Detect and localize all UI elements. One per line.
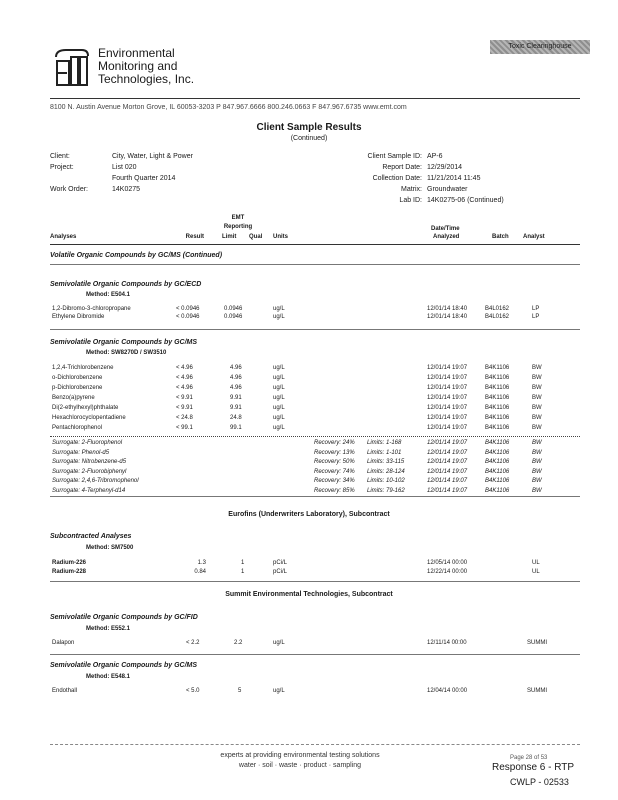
analyte-units: pCi/L [273,569,288,575]
analyte-batch: B4K1106 [485,405,510,411]
surrogate-limits: Limits: 10-102 [367,478,405,484]
analyte-analyzed: 12/05/14 00:00 [427,560,468,566]
analyte-batch: B4K1106 [485,375,510,381]
analyte-limit: 9.91 [230,405,242,411]
analyte-batch: B4K1106 [485,395,510,401]
analyte-result: < 4.96 [176,385,193,391]
analyte-limit: 1 [241,569,245,575]
work-order-value: 14K0275 [112,186,141,193]
analyte-units: ug/L [273,314,285,320]
analyte-limit: 0.0946 [224,306,243,312]
page-number: Page 28 of 53 [510,755,548,761]
analyte-limit: 0.0946 [224,314,243,320]
eurofins-method: Method: SM7500 [86,545,134,551]
surrogate-analyst: BW [532,468,542,475]
analyte-units: ug/L [273,365,285,371]
analyte-units: ug/L [273,375,285,381]
analyte-analyzed: 12/01/14 19:07 [427,415,468,421]
analyte-limit: 5 [238,688,242,694]
fid-method: Method: E552.1 [86,626,131,632]
analyte-name: Radium-226 [52,560,87,566]
analyte-analyzed: 12/01/14 19:07 [427,425,468,431]
lab-id-label: Lab ID: [399,197,422,204]
page-subtitle: (Continued) [290,135,328,142]
ecd-heading: Semivolatile Organic Compounds by GC/ECD [50,281,202,288]
col-analyst: Analyst [523,234,545,240]
surrogate-analyzed: 12/01/14 19:07 [427,478,468,484]
work-order-label: Work Order: [50,186,88,193]
document-id: CWLP - 02533 [510,777,569,787]
analyte-name: o-Dichlorobenzene [52,375,103,381]
analyte-analyzed: 12/01/14 18:40 [427,314,468,320]
analyte-units: pCi/L [273,560,288,566]
col-limit: Limit [222,234,237,240]
analyte-result: < 5.0 [186,688,200,694]
surrogate-batch: B4K1106 [485,478,510,484]
analyte-limit: 24.8 [230,415,242,421]
analyte-result: < 99.1 [176,425,193,431]
analyte-limit: 9.91 [230,395,242,401]
surrogate-limits: Limits: 33-115 [367,459,405,465]
company-name-line3: Technologies, Inc. [98,72,195,86]
footer-services: water · soil · waste · product · sampling [238,762,362,769]
analyte-units: ug/L [273,640,285,646]
summit-heading: Summit Environmental Technologies, Subcontract [225,591,393,598]
col-units: Units [273,234,288,240]
surrogate-batch: B4K1106 [485,468,510,475]
analyte-units: ug/L [273,395,285,401]
surrogate-recovery: Recovery: 34% [314,478,355,484]
analyte-analyzed: 12/04/14 00:00 [427,688,468,694]
collection-date-label: Collection Date: [372,175,422,182]
analyte-batch: B4K1106 [485,425,510,431]
analyte-analyzed: 12/01/14 18:40 [427,306,468,312]
analyte-name: Pentachlorophenol [52,425,103,431]
summit-gcms-method: Method: E548.1 [86,674,131,680]
col-qual: Qual [249,234,263,240]
analyte-analyst: SUMMI [527,688,547,694]
matrix-label: Matrix: [401,186,422,193]
surrogate-analyzed: 12/01/14 19:07 [427,459,468,465]
surrogate-recovery: Recovery: 50% [314,459,355,465]
analyte-analyst: BW [532,405,542,411]
surrogate-analyzed: 12/01/14 19:07 [427,487,468,494]
surrogate-limits: Limits: 1-168 [367,440,402,446]
surrogate-recovery: Recovery: 24% [314,440,355,446]
collection-date-value: 11/21/2014 11:45 [427,175,481,182]
page-title: Client Sample Results [256,122,362,133]
col-emt: EMT [231,215,245,221]
analyte-limit: 1 [241,560,245,566]
sample-id-label: Client Sample ID: [367,153,422,160]
analyte-result: < 0.0946 [176,306,200,312]
analyte-analyst: BW [532,425,542,431]
analyte-analyzed: 12/11/14 00:00 [427,640,467,646]
surrogate-name: Surrogate: Nitrobenzene-d5 [52,459,127,465]
col-analyzed: Analyzed [433,234,460,240]
surrogate-analyst: BW [532,449,542,456]
analyte-analyzed: 12/22/14 00:00 [427,569,468,575]
surrogate-batch: B4K1106 [485,459,510,465]
analyte-analyst: BW [532,375,542,381]
analyte-batch: B4L0162 [485,314,510,320]
report-date-label: Report Date: [382,164,422,171]
analyte-limit: 4.96 [230,375,242,381]
company-name-line1: Environmental [98,46,175,60]
analyte-result: < 4.96 [176,375,193,381]
project-value: List 020 [112,164,137,171]
analyte-result: 1.3 [197,560,206,566]
surrogate-analyzed: 12/01/14 19:07 [427,449,468,456]
client-value: City, Water, Light & Power [112,153,193,160]
analyte-name: Radium-228 [52,569,87,575]
subcontracted-heading: Subcontracted Analyses [50,533,132,540]
analyte-name: 1,2,4-Trichlorobenzene [52,365,114,371]
analyte-batch: B4K1106 [485,385,510,391]
analyte-result: < 24.8 [176,415,193,421]
emt-logo-icon [52,47,92,89]
analyte-analyst: UL [532,560,540,566]
footer-tagline: experts at providing environmental testing solutions [220,752,380,759]
ecd-method: Method: E504.1 [86,292,131,298]
lab-id-value: 14K0275-06 (Continued) [427,197,504,204]
voc-heading: Volatile Organic Compounds by GC/MS (Continued) [50,252,223,259]
analyte-analyzed: 12/01/14 19:07 [427,405,468,411]
surrogate-limits: Limits: 79-162 [367,487,405,494]
col-batch: Batch [492,234,509,240]
analyte-name: Di(2-ethylhexyl)phthalate [52,405,119,411]
company-name-line2: Monitoring and [98,59,178,73]
address-bar: 8100 N. Austin Avenue Morton Grove, IL 60053-3203 P 847.967.6666 800.246.0663 F 847.967.6735 www.emt.com [50,104,407,111]
analyte-units: ug/L [273,688,285,694]
fid-heading: Semivolatile Organic Compounds by GC/FID [50,614,198,621]
analyte-batch: B4K1106 [485,365,510,371]
analyte-analyst: LP [532,314,540,320]
surrogate-analyzed: 12/01/14 19:07 [427,468,468,475]
analyte-name: Hexachlorocyclopentadiene [52,415,126,421]
analyte-batch: B4L0162 [485,306,510,312]
surrogate-analyst: BW [532,478,542,484]
col-analyses: Analyses [50,234,77,240]
company-logo [52,47,92,89]
analyte-limit: 99.1 [230,425,242,431]
surrogate-analyst: BW [532,487,542,494]
analyte-analyst: LP [532,306,540,312]
surrogate-name: Surrogate: 4-Terphenyl-d14 [52,487,126,494]
surrogate-analyzed: 12/01/14 19:07 [427,440,468,446]
analyte-result: < 9.91 [176,395,193,401]
analyte-analyzed: 12/01/14 19:07 [427,385,468,391]
analyte-result: < 2.2 [186,640,200,646]
analyte-limit: 4.96 [230,365,242,371]
analyte-analyst: BW [532,365,542,371]
analyte-units: ug/L [273,306,285,312]
analyte-analyst: UL [532,569,540,575]
surrogate-name: Surrogate: Phenol-d5 [52,449,110,456]
analyte-name: Dalapon [52,640,75,646]
analyte-limit: 2.2 [234,640,243,646]
analyte-result: < 0.0946 [176,314,200,320]
col-reporting: Reporting [223,224,253,230]
project-label: Project: [50,164,74,171]
analyte-units: ug/L [273,405,285,411]
clearinghouse-stamp: Toxic Clearinghouse [490,40,590,54]
analyte-name: p-Dichlorobenzene [52,385,103,391]
analyte-analyst: BW [532,385,542,391]
analyte-analyzed: 12/01/14 19:07 [427,395,468,401]
surrogate-batch: B4K1106 [485,449,510,456]
analyte-analyst: BW [532,415,542,421]
gcms-method: Method: SW8270D / SW3510 [86,350,167,356]
col-result: Result [185,234,204,240]
analyte-result: 0.84 [194,569,206,575]
surrogate-recovery: Recovery: 85% [314,487,355,494]
analyte-units: ug/L [273,415,285,421]
surrogate-name: Surrogate: 2-Fluorobiphenyl [52,468,127,475]
analyte-units: ug/L [273,385,285,391]
analyte-batch: B4K1106 [485,415,510,421]
surrogate-batch: B4K1106 [485,487,510,494]
report-date-value: 12/29/2014 [427,164,463,171]
matrix-value: Groundwater [427,186,468,193]
sample-id-value: AP-6 [427,153,443,160]
surrogate-name: Surrogate: 2,4,6-Tribromophenol [52,478,139,484]
surrogate-analyst: BW [532,440,542,446]
eurofins-heading: Eurofins (Underwriters Laboratory), Subcontract [228,511,390,518]
summit-gcms-heading: Semivolatile Organic Compounds by GC/MS [50,662,198,669]
analyte-result: < 9.91 [176,405,193,411]
project-value-2: Fourth Quarter 2014 [112,175,176,182]
analyte-analyzed: 12/01/14 19:07 [427,375,468,381]
analyte-limit: 4.96 [230,385,242,391]
gcms-heading: Semivolatile Organic Compounds by GC/MS [50,339,198,346]
analyte-name: Endothall [52,688,78,694]
analyte-analyst: SUMMI [527,640,547,646]
surrogate-limits: Limits: 1-101 [367,449,402,456]
response-label: Response 6 - RTP [492,762,575,773]
analyte-name: Ethylene Dibromide [52,314,105,320]
surrogate-limits: Limits: 28-124 [367,468,405,475]
analyte-analyst: BW [532,395,542,401]
surrogate-analyst: BW [532,459,542,465]
analyte-units: ug/L [273,425,285,431]
analyte-result: < 4.96 [176,365,193,371]
surrogate-recovery: Recovery: 13% [314,449,355,456]
col-datetime: Date/Time [431,226,460,232]
surrogate-name: Surrogate: 2-Fluorophenol [52,440,123,446]
analyte-name: Benzo(a)pyrene [52,395,95,401]
surrogate-recovery: Recovery: 74% [314,468,355,475]
analyte-analyzed: 12/01/14 19:07 [427,365,468,371]
surrogate-batch: B4K1106 [485,440,510,446]
client-label: Client: [50,153,70,160]
analyte-name: 1,2-Dibromo-3-chloropropane [52,306,131,312]
